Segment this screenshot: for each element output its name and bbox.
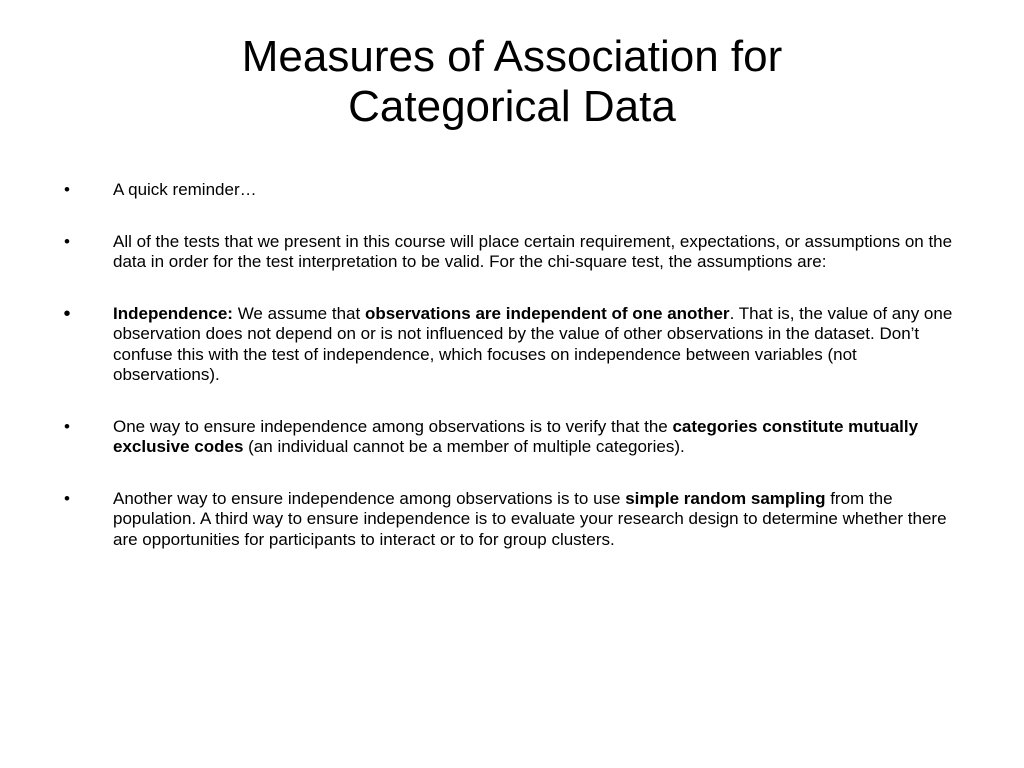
bullet-icon: •: [64, 180, 70, 199]
bullet-bold-run: Independence:: [113, 303, 233, 323]
bullet-icon: •: [64, 231, 70, 251]
bullet-icon: •: [63, 302, 71, 325]
slide-title-line-2: Categorical Data: [348, 82, 676, 131]
bullet-list: [60, 180, 955, 581]
bullet-text: [113, 417, 918, 457]
bullet-text-run: A quick reminder…: [113, 180, 257, 199]
bullet-item-reminder: [60, 180, 955, 201]
bullet-text-run: . That is, the value of any one observation does not depend on or is not influenced by the value of other observations in the dataset. Don’t confuse this with the test of independence, which focuses on independence between variables (not observations).: [113, 303, 953, 384]
bullet-item-mutually-exclusive: [60, 417, 955, 458]
bullet-text: [113, 232, 952, 272]
bullet-icon: •: [64, 416, 70, 436]
bullet-item-independence: [60, 304, 955, 386]
bullet-text: [113, 489, 947, 549]
bullet-bold-run: observations are independent of one another: [364, 303, 730, 323]
bullet-text-run: All of the tests that we present in this course will place certain requirement, expectations, or assumptions on the data in order for the test interpretation to be valid. For the chi-square test, the assumptions are:: [113, 231, 953, 271]
bullet-item-random-sampling: [60, 489, 955, 551]
slide-title-line-1: Measures of Association for: [241, 32, 783, 81]
bullet-text-run: (an individual cannot be a member of multiple categories).: [243, 437, 685, 456]
bullet-bold-run: categories constitute mutually exclusive codes: [113, 416, 919, 456]
bullet-text-run: One way to ensure independence among observations is to verify that the: [113, 416, 673, 436]
bullet-text-run: Another way to ensure independence among observations is to use: [113, 488, 626, 508]
bullet-text: [113, 180, 257, 199]
bullet-text: [113, 304, 952, 385]
bullet-icon: •: [64, 488, 70, 508]
bullet-bold-run: simple random sampling: [625, 488, 826, 508]
bullet-item-assumptions-intro: [60, 232, 955, 273]
bullet-text-run: We assume that: [232, 303, 365, 323]
slide-title: [100, 32, 924, 132]
bullet-text-run: from the population. A third way to ensure independence is to evaluate your research design to determine whether there are opportunities for participants to interact or to for group clusters.: [113, 488, 947, 549]
